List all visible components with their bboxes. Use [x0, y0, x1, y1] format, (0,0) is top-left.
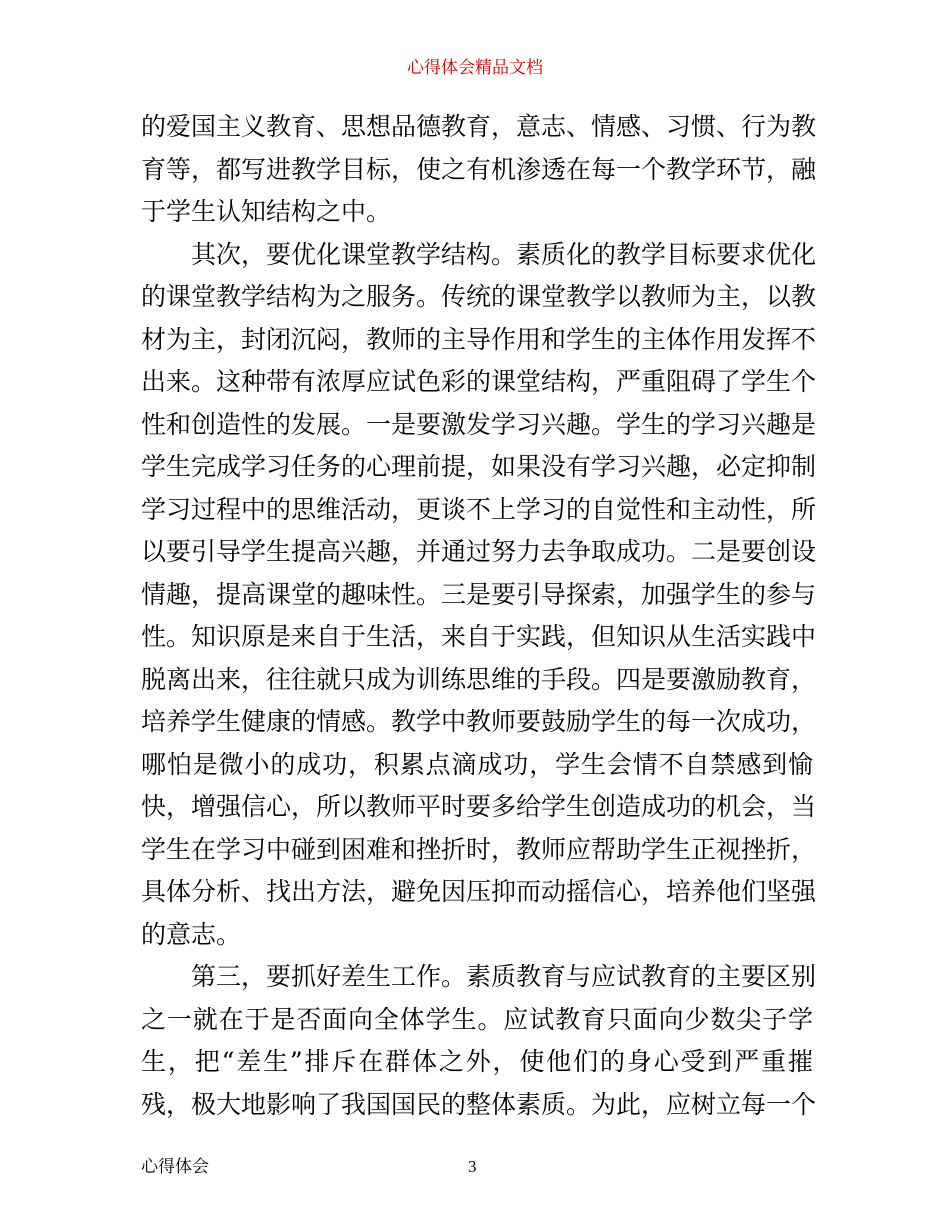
paragraph-line: 性和创造性的发展。一是要激发学习兴趣。学生的学习兴趣是 — [141, 409, 817, 439]
paragraph-line: 育等，都写进教学目标，使之有机渗透在每一个教学环节，融 — [141, 154, 817, 184]
paragraph-line: 的爱国主义教育、思想品德教育，意志、情感、习惯、行为教 — [141, 112, 817, 141]
paragraph-line: 生，把“差生”排斥在群体之外，使他们的身心受到严重摧 — [141, 1047, 813, 1076]
page-number: 3 — [468, 1157, 477, 1176]
paragraph-line: 材为主，封闭沉闷，教师的主导作用和学生的主体作用发挥不 — [141, 324, 817, 354]
paragraph-line: 快，增强信心，所以教师平时要多给学生创造成功的机会，当 — [141, 792, 817, 821]
paragraph-line: 具体分析、找出方法，避免因压抑而动摇信心，培养他们坚强 — [141, 877, 817, 906]
page-header-title: 心得体会精品文档 — [407, 58, 543, 78]
paragraph-line: 以要引导学生提高兴趣，并通过努力去争取成功。二是要创设 — [141, 537, 817, 566]
paragraph-line: 其次，要优化课堂教学结构。素质化的教学目标要求优化 — [191, 239, 817, 269]
paragraph-line: 哪怕是微小的成功，积累点滴成功，学生会情不自禁感到愉 — [141, 749, 813, 779]
paragraph-line: 的课堂教学结构为之服务。传统的课堂教学以教师为主，以教 — [141, 282, 817, 311]
paragraph-line: 之一就在于是否面向全体学生。应试教育只面向少数尖子学 — [141, 1004, 813, 1034]
paragraph-line: 于学生认知结构之中。 — [141, 197, 392, 226]
paragraph-line: 学习过程中的思维活动，更谈不上学习的自觉性和主动性，所 — [141, 494, 817, 524]
paragraph-line: 情趣，提高课堂的趣味性。三是要引导探索，加强学生的参与 — [141, 579, 817, 609]
paragraph-line: 的意志。 — [141, 919, 242, 949]
paragraph-line: 残，极大地影响了我国国民的整体素质。为此，应树立每一个 — [141, 1089, 817, 1119]
paragraph-line: 培养学生健康的情感。教学中教师要鼓励学生的每一次成功， — [141, 707, 817, 736]
paragraph-line: 脱离出来，往往就只成为训练思维的手段。四是要激励教育， — [141, 664, 817, 694]
paragraph-line: 性。知识原是来自于生活，来自于实践，但知识从生活实践中 — [141, 622, 817, 651]
paragraph-line: 学生完成学习任务的心理前提，如果没有学习兴趣，必定抑制 — [141, 452, 817, 481]
paragraph-line: 第三，要抓好差生工作。素质教育与应试教育的主要区别 — [191, 962, 817, 991]
document-body — [141, 106, 817, 1126]
paragraph-line: 出来。这种带有浓厚应试色彩的课堂结构，严重阻碍了学生个 — [141, 367, 817, 396]
paragraph-line: 学生在学习中碰到困难和挫折时，教师应帮助学生正视挫折， — [141, 834, 817, 864]
footer-label: 心得体会 — [141, 1157, 209, 1177]
